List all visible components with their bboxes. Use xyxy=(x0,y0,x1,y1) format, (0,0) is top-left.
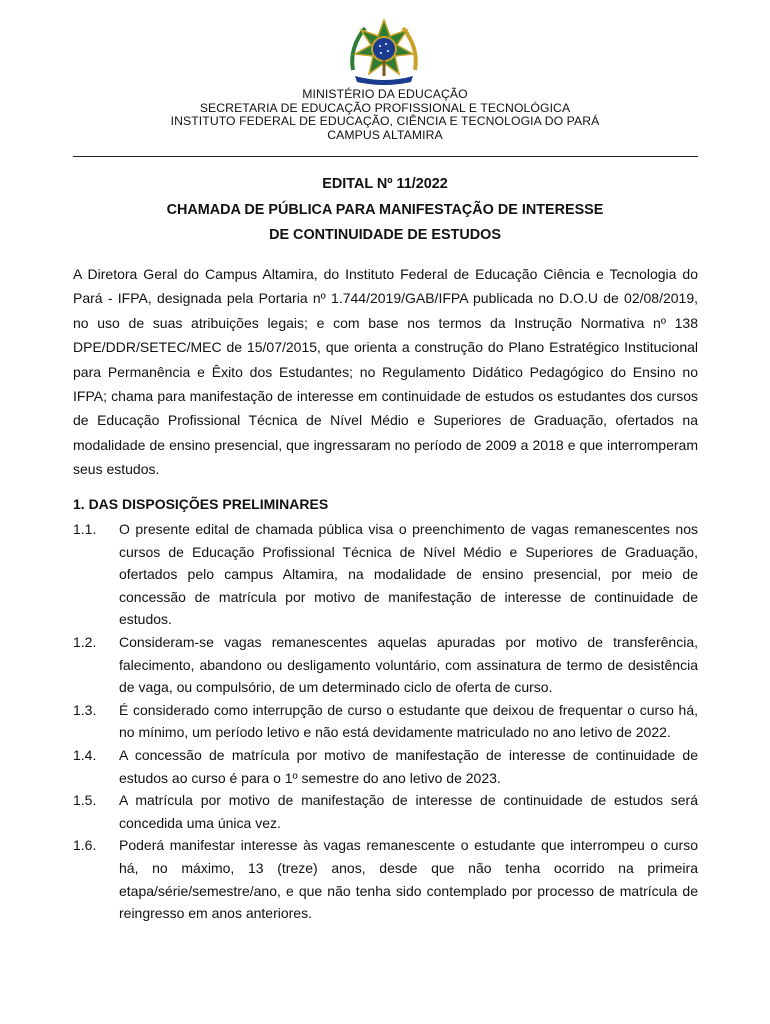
item-number: 1.5. xyxy=(73,792,97,809)
header-divider xyxy=(73,156,698,157)
header-secretariat: SECRETARIA DE EDUCAÇÃO PROFISSIONAL E TECNOLÓGICA xyxy=(199,100,571,115)
list-item xyxy=(73,834,698,924)
header-campus: CAMPUS ALTAMIRA xyxy=(327,127,443,142)
section-title: 1. DAS DISPOSIÇÕES PRELIMINARES xyxy=(73,496,329,512)
header-institute: INSTITUTO FEDERAL DE EDUCAÇÃO, CIÊNCIA E TECNOLOGIA DO PARÁ xyxy=(170,114,600,129)
item-number: 1.3. xyxy=(73,701,97,718)
item-text: Consideram-se vagas remanescentes aquelas apuradas por motivo de transferência, falecimento, abandono ou desligamento voluntário, com assinatura de termo de desistência de vaga, ou compulsório, de um determinado ciclo de oferta de curso. xyxy=(119,633,698,696)
item-number: 1.6. xyxy=(73,837,97,854)
list-item xyxy=(73,699,698,744)
item-text: A matrícula por motivo de manifestação de interesse de continuidade de estudos será concedida uma única vez. xyxy=(119,792,698,831)
item-text: O presente edital de chamada pública visa o preenchimento de vagas remanescentes nos cursos de Educação Profissional Técnica de Nível Médio e Superiores de Graduação, ofertados pelo campus Altamira, na modalidade de ensino presencial, por meio de concessão de matrícula por motivo de manifestação de interesse de continuidade de estudos. xyxy=(119,521,698,628)
item-number: 1.2. xyxy=(73,633,97,650)
header-ministry: MINISTÉRIO DA EDUCAÇÃO xyxy=(302,87,468,101)
document-title: CHAMADA DE PÚBLICA PARA MANIFESTAÇÃO DE INTERESSE xyxy=(166,202,604,218)
item-number: 1.1. xyxy=(73,521,97,537)
item-text: Poderá manifestar interesse às vagas remanescente o estudante que interrompeu o curso há, no máximo, 13 (treze) anos, desde que não tenha ocorrido na primeira etapa/série/semestre/ano, e que não tenha sido contemplado por processo de matrícula de reingresso em anos anteriores. xyxy=(119,837,698,922)
document-subtitle: DE CONTINUIDADE DE ESTUDOS xyxy=(269,227,501,243)
item-text: A concessão de matrícula por motivo de manifestação de interesse de continuidade de estudos ao curso é para o 1º semestre do ano letivo de 2023. xyxy=(119,746,698,786)
item-number: 1.4. xyxy=(73,746,97,763)
item-text: É considerado como interrupção de curso o estudante que deixou de frequentar o curso há, no mínimo, um período letivo e não está devidamente matriculado no ano letivo de 2022. xyxy=(119,701,698,741)
edital-number: EDITAL Nº 11/2022 xyxy=(322,176,448,192)
list-item xyxy=(73,789,698,834)
list-item xyxy=(73,518,698,631)
intro-paragraph: A Diretora Geral do Campus Altamira, do Instituto Federal de Educação Ciência e Tecnologia do Pará - IFPA, designada pela Portaria nº 1.744/2019/GAB/IFPA publicada no D.O.U de 02/08/2019, no uso de suas atribuições legais; e com base nos termos da Instrução Normativa nº 138 DPE/DDR/SETEC/MEC de 15/07/2015, que orienta a construção do Plano Estratégico Institucional para Permanência e Êxito dos Estudantes; no Regulamento Didático Pedagógico do Ensino no IFPA; chama para manifestação de interesse em continuidade de estudos os estudantes dos cursos de Educação Profissional Técnica de Nível Médio e Superiores de Graduação, ofertados na modalidade de ensino presencial, que ingressaram no período de 2009 a 2018 e que interromperam seus estudos. xyxy=(73,266,698,478)
coat-of-arms-icon xyxy=(345,18,423,86)
list-item xyxy=(73,744,698,789)
section-items xyxy=(73,518,698,925)
institution-header xyxy=(60,88,710,142)
list-item xyxy=(73,631,698,699)
